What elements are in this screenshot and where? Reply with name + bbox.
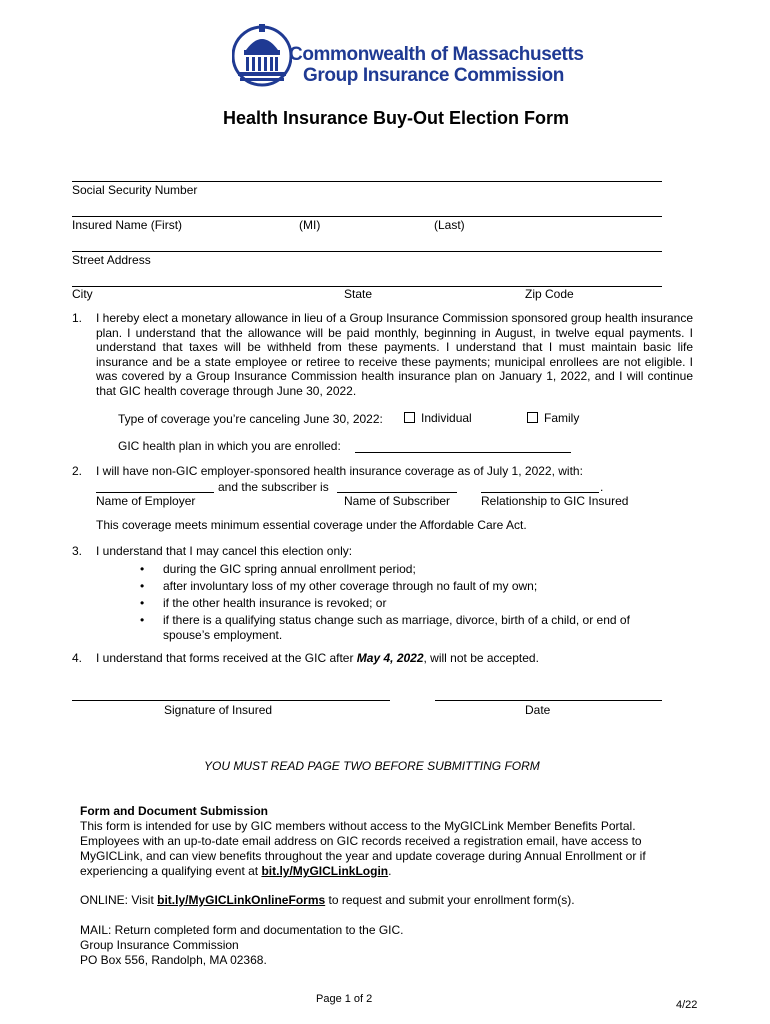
submission-heading: Form and Document Submission (80, 804, 269, 818)
read-page-two-notice: YOU MUST READ PAGE TWO BEFORE SUBMITTING FORM (204, 759, 540, 773)
item-1-number: 1. (72, 311, 83, 325)
zip-label: Zip Code (525, 287, 574, 301)
bullet-dot: • (140, 562, 145, 576)
submission-para-last-line (80, 864, 391, 879)
subscriber-text: and the subscriber is (218, 480, 329, 494)
online-text-after: to request and submit your enrollment form(s). (325, 893, 575, 907)
deadline-date: May 4, 2022 (356, 651, 424, 665)
date-label: Date (525, 703, 551, 717)
item-4-text-after: , will not be accepted. (423, 651, 539, 665)
employer-label: Name of Employer (96, 494, 196, 508)
bullet-item: after involuntary loss of my other coverage through no fault of my own; (163, 579, 538, 593)
online-forms-link[interactable]: bit.ly/MyGICLinkOnlineForms (157, 893, 326, 907)
family-checkbox[interactable] (527, 412, 538, 423)
mail-line: MAIL: Return completed form and documentation to the GIC. (80, 923, 404, 937)
mail-address-line: PO Box 556, Randolph, MA 02368. (80, 953, 267, 967)
org-name-line2: Group Insurance Commission (303, 65, 564, 86)
item-3-number: 3. (72, 544, 83, 558)
signature-line[interactable] (72, 700, 390, 701)
submission-para-line: MyGICLink, and can view benefits throughout the year and update coverage during Annual Enrollment or if (80, 849, 646, 863)
ssn-label: Social Security Number (72, 183, 198, 197)
bullet-item: if the other health insurance is revoked; or (163, 596, 387, 610)
qualifying-event-text: experiencing a qualifying event at (80, 864, 262, 878)
item-2-number: 2. (72, 464, 83, 478)
state-house-icon (232, 20, 292, 90)
name-mi-label: (MI) (299, 218, 321, 232)
family-option[interactable] (527, 411, 579, 426)
name-line[interactable] (72, 216, 662, 217)
plan-line[interactable] (355, 452, 571, 453)
bullet-item-continuation: spouse’s employment. (163, 628, 283, 642)
submission-para-line: Employees with an up-to-date email address on GIC records received a registration email, have access to (80, 834, 642, 848)
bullet-dot: • (140, 579, 145, 593)
page-number: Page 1 of 2 (316, 993, 373, 1005)
bullet-dot: • (140, 596, 145, 610)
revision-date: 4/22 (676, 999, 698, 1011)
gic-logo (232, 20, 584, 92)
qualifying-event-period: . (388, 864, 392, 878)
item-4-text-before: I understand that forms received at the GIC after (96, 651, 357, 665)
name-last-label: (Last) (434, 218, 465, 232)
name-first-label: Insured Name (First) (72, 218, 183, 232)
signature-label: Signature of Insured (164, 703, 273, 717)
relationship-line[interactable] (481, 492, 599, 493)
subscriber-line[interactable] (337, 492, 457, 493)
online-line (80, 893, 575, 908)
bullet-item: during the GIC spring annual enrollment period; (163, 562, 416, 576)
individual-checkbox[interactable] (404, 412, 415, 423)
mygiclink-login-link[interactable]: bit.ly/MyGICLinkLogin (261, 864, 389, 878)
item-4-number: 4. (72, 651, 83, 665)
street-label: Street Address (72, 253, 151, 267)
plan-label: GIC health plan in which you are enrolled: (118, 439, 341, 453)
subscriber-label: Name of Subscriber (344, 494, 451, 508)
org-name-line1: Commonwealth of Massachusetts (289, 44, 584, 65)
ssn-line[interactable] (72, 181, 662, 182)
relationship-label: Relationship to GIC Insured (481, 494, 629, 508)
item-3-text: I understand that I may cancel this election only: (96, 544, 353, 558)
individual-option[interactable] (404, 411, 472, 426)
item-4-text (96, 651, 539, 666)
item-2-text: I will have non-GIC employer-sponsored health insurance coverage as of July 1, 2022, with: (96, 464, 583, 478)
bullet-item: if there is a qualifying status change such as marriage, divorce, birth of a child, or end of (163, 613, 630, 627)
page-title: Health Insurance Buy-Out Election Form (222, 108, 570, 128)
submission-para-line: This form is intended for use by GIC members without access to the MyGICLink Member Benefits Portal. (80, 819, 636, 833)
coverage-meets-text: This coverage meets minimum essential coverage under the Affordable Care Act. (96, 518, 527, 532)
item-1-text: I hereby elect a monetary allowance in lieu of a Group Insurance Commission sponsored group health insurance plan. I understand that the allowance will be paid monthly, beginning in August, in twelve equal payments. I understand that taxes will be withheld from these payments. I understand that I must maintain basic life insurance and be a state employee or retiree to receive these payments; municipal enrollees are not eligible. I was covered by a Group Insurance Commission health insurance plan on January 1, 2022, and I will continue that GIC health coverage through June 30, 2022. (96, 311, 693, 398)
family-label: Family (544, 411, 580, 425)
state-label: State (344, 287, 373, 301)
coverage-type-label: Type of coverage you’re canceling June 30, 2022: (118, 412, 383, 426)
employer-line[interactable] (96, 492, 214, 493)
date-line[interactable] (435, 700, 662, 701)
street-line[interactable] (72, 251, 662, 252)
bullet-dot: • (140, 613, 145, 627)
individual-label: Individual (421, 411, 472, 425)
mail-address-line: Group Insurance Commission (80, 938, 239, 952)
city-label: City (72, 287, 93, 301)
online-text-before: ONLINE: Visit (80, 893, 158, 907)
item-2-period: . (600, 480, 604, 494)
